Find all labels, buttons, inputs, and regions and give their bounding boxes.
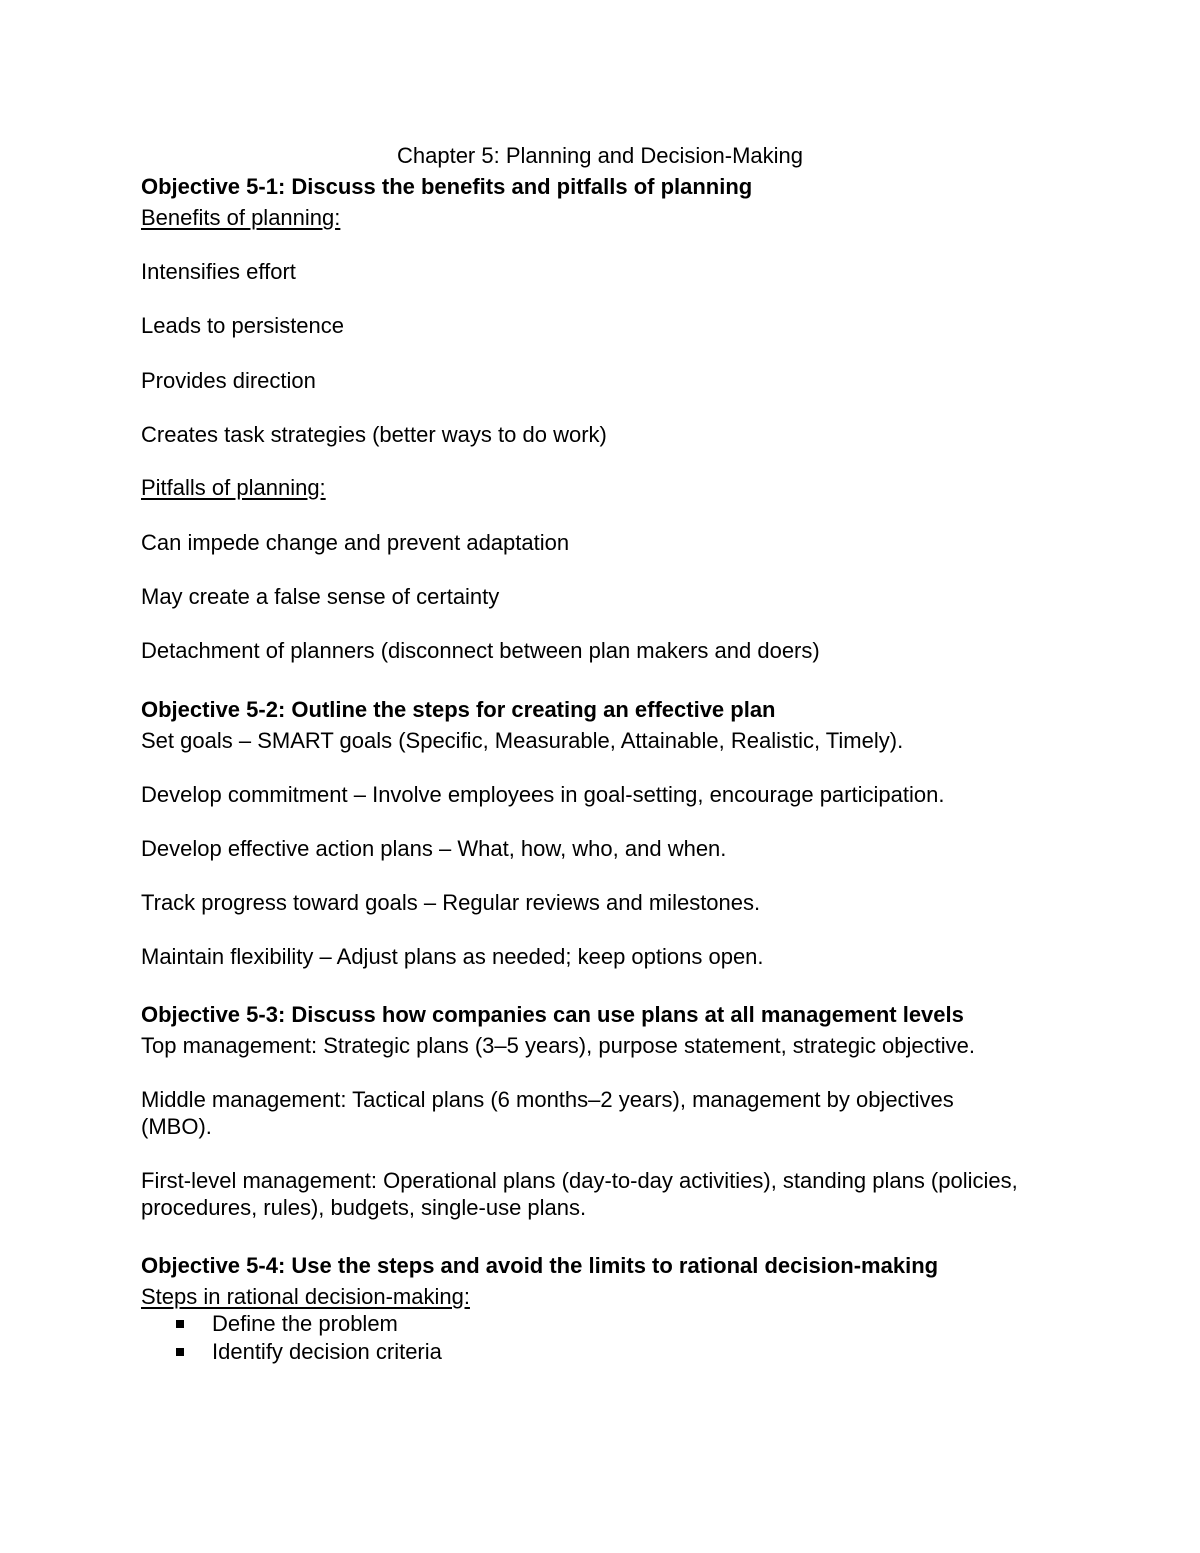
management-level-item: Middle management: Tactical plans (6 months–2 years), management by objectives (MBO).: [141, 1087, 954, 1139]
plan-step-item: Develop commitment – Involve employees in goal-setting, encourage participation.: [141, 782, 945, 807]
objective-5-1-heading: Objective 5-1: Discuss the benefits and pitfalls of planning: [141, 174, 753, 199]
benefit-item: Intensifies effort: [141, 259, 296, 284]
square-bullet-icon: [176, 1320, 184, 1328]
benefit-item: Leads to persistence: [141, 313, 345, 338]
plan-step-item: Set goals – SMART goals (Specific, Measurable, Attainable, Realistic, Timely).: [141, 728, 904, 753]
objective-5-2-heading: Objective 5-2: Outline the steps for creating an effective plan: [141, 697, 776, 722]
decision-step-text: Define the problem: [212, 1311, 398, 1336]
benefits-label: Benefits of planning:: [141, 205, 341, 230]
plan-step-item: Track progress toward goals – Regular reviews and milestones.: [141, 890, 761, 915]
management-level-item: Top management: Strategic plans (3–5 years), purpose statement, strategic objective.: [141, 1033, 975, 1058]
benefit-item: Creates task strategies (better ways to do work): [141, 422, 607, 447]
management-level-item: First-level management: Operational plans (day-to-day activities), standing plans (policies, procedures, rules), budgets, single-use plans.: [141, 1168, 1018, 1220]
plan-step-item: Maintain flexibility – Adjust plans as needed; keep options open.: [141, 944, 764, 969]
pitfall-item: Detachment of planners (disconnect between plan makers and doers): [141, 638, 820, 663]
page-title: Chapter 5: Planning and Decision-Making: [396, 143, 803, 168]
pitfalls-label: Pitfalls of planning:: [141, 475, 326, 500]
plan-step-item: Develop effective action plans – What, how, who, and when.: [141, 836, 727, 861]
rational-steps-label: Steps in rational decision-making:: [141, 1284, 470, 1309]
square-bullet-icon: [176, 1348, 184, 1356]
pitfall-item: May create a false sense of certainty: [141, 584, 500, 609]
decision-step-text: Identify decision criteria: [212, 1339, 442, 1364]
pitfall-item: Can impede change and prevent adaptation: [141, 530, 570, 555]
benefit-item: Provides direction: [141, 368, 316, 393]
objective-5-3-heading: Objective 5-3: Discuss how companies can use plans at all management levels: [141, 1002, 964, 1027]
objective-5-4-heading: Objective 5-4: Use the steps and avoid the limits to rational decision-making: [141, 1253, 939, 1278]
